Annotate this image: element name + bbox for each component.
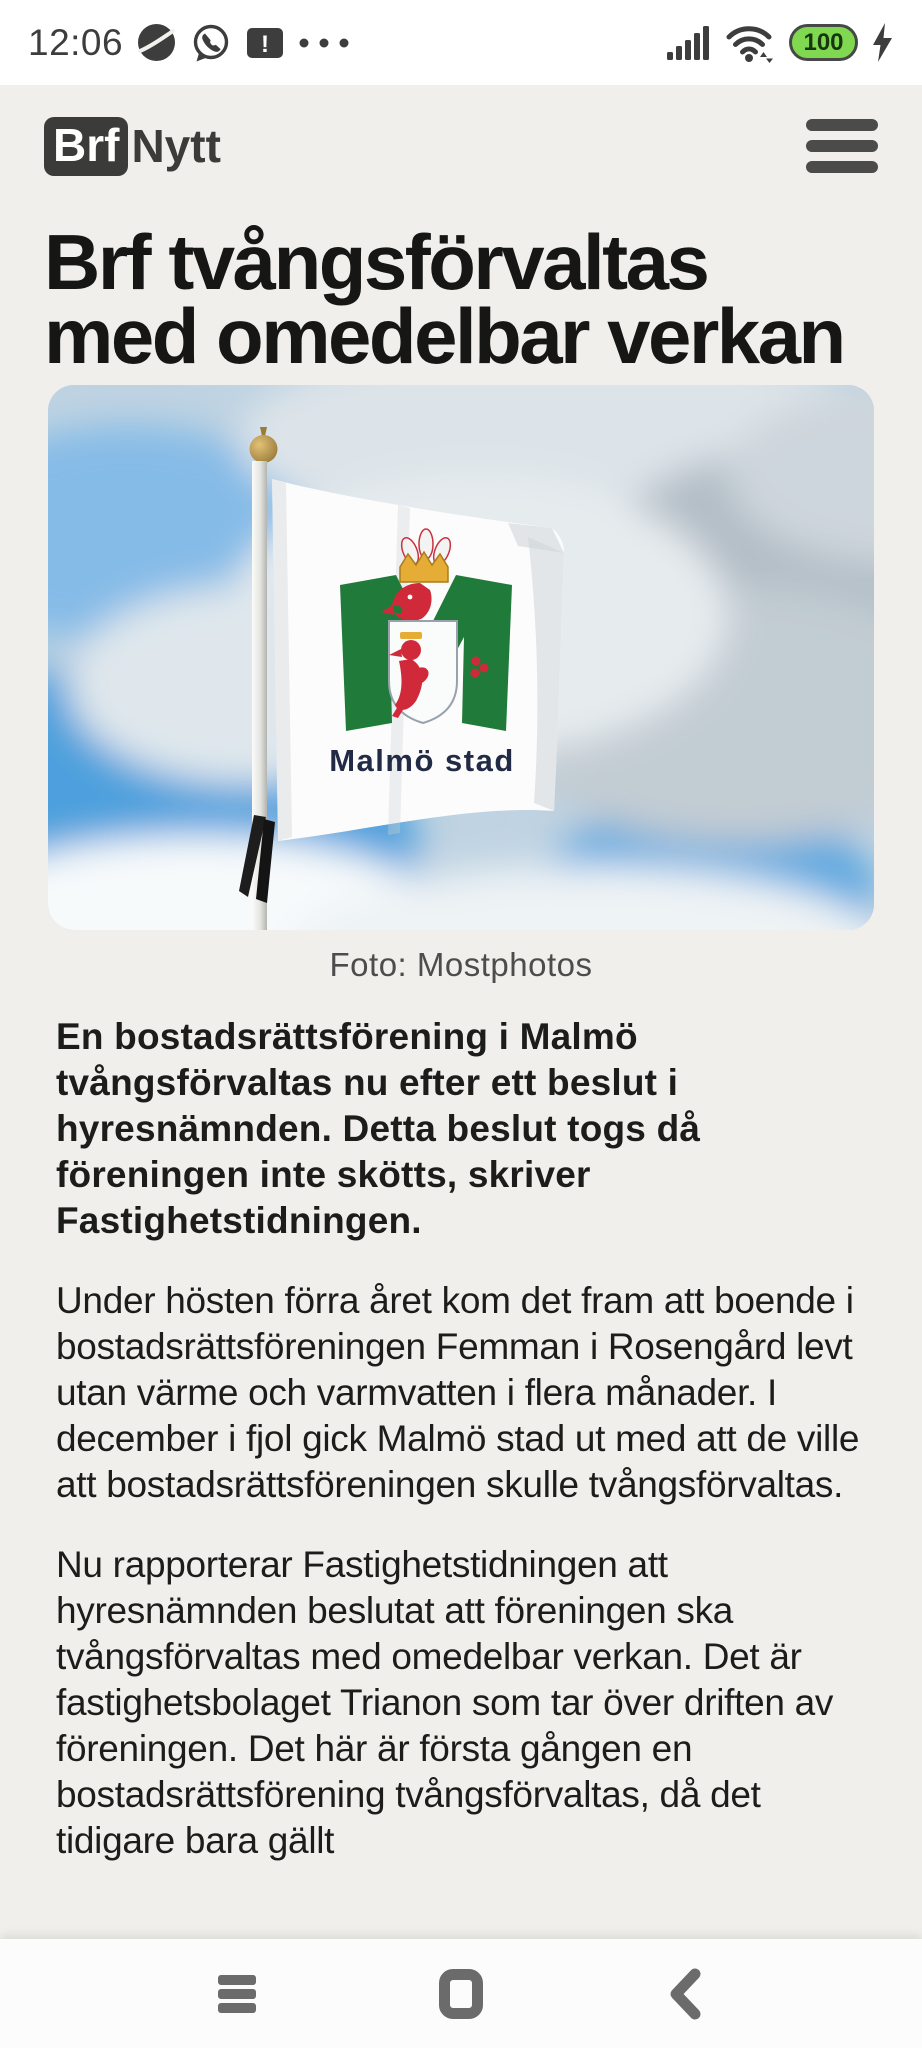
signal-icon — [667, 24, 713, 61]
article — [0, 218, 922, 1864]
battery-icon — [789, 24, 858, 61]
menu-lines-icon — [218, 1975, 256, 2013]
article-image — [48, 385, 874, 930]
article-intro: En bostadsrättsförening i Malmö tvångsförvaltas nu efter ett beslut i hyresnämnden. Detta beslut togs då föreningen inte skötts, skriver Fastighetstidningen. — [56, 1016, 701, 1241]
article-figure — [48, 385, 874, 984]
logo-nytt-text: Nytt — [131, 120, 221, 172]
menu-button[interactable] — [806, 115, 878, 177]
more-notifications-icon — [298, 37, 350, 49]
article-paragraph-2: Nu rapporterar Fastighetstidningen att hyresnämnden beslutat att föreningen ska tvångsförvaltas med omedelbar verkan. Det är fastighetsbolaget Trianon som tar över driften av föreningen. Det här är första gången en bostadsrättsförening tvångsförvaltas, då det tidigare bara gällt — [56, 1544, 834, 1861]
svg-text:!: ! — [261, 30, 270, 58]
malmo-flag-photo — [48, 385, 874, 930]
logo-brf-badge: Brf — [44, 117, 128, 176]
home-button[interactable] — [429, 1962, 493, 2026]
home-icon — [439, 1969, 483, 2019]
status-bar — [0, 0, 922, 85]
whatsapp-icon — [190, 22, 232, 64]
browser-page — [0, 85, 922, 1939]
brfnytt-logo[interactable] — [44, 117, 221, 176]
headline: Brf tvångsförvaltas med omedelbar verkan — [44, 218, 844, 380]
back-button[interactable] — [653, 1962, 717, 2026]
wifi-icon — [726, 23, 776, 63]
clock-text: 12:06 — [28, 21, 124, 63]
file-alert-icon — [245, 25, 285, 61]
recents-button[interactable] — [205, 1962, 269, 2026]
charging-icon — [871, 23, 894, 62]
flag-text: Malmö stad — [329, 743, 515, 778]
back-chevron-icon — [667, 1967, 703, 2021]
battery-level: 100 — [803, 28, 844, 56]
browser-sphere-icon — [136, 22, 177, 63]
bottom-nav-bar — [0, 1939, 922, 2048]
image-caption: Foto: Mostphotos — [329, 946, 593, 983]
hamburger-icon — [806, 119, 878, 131]
site-header — [0, 85, 922, 177]
article-paragraph-1: Under hösten förra året kom det fram att boende i bostadsrättsföreningen Femman i Rosengård levt utan värme och varmvatten i flera månader. I december i fjol gick Malmö stad ut med att de ville att bostadsrättsföreningen skulle tvångsförvaltas. — [56, 1280, 860, 1505]
